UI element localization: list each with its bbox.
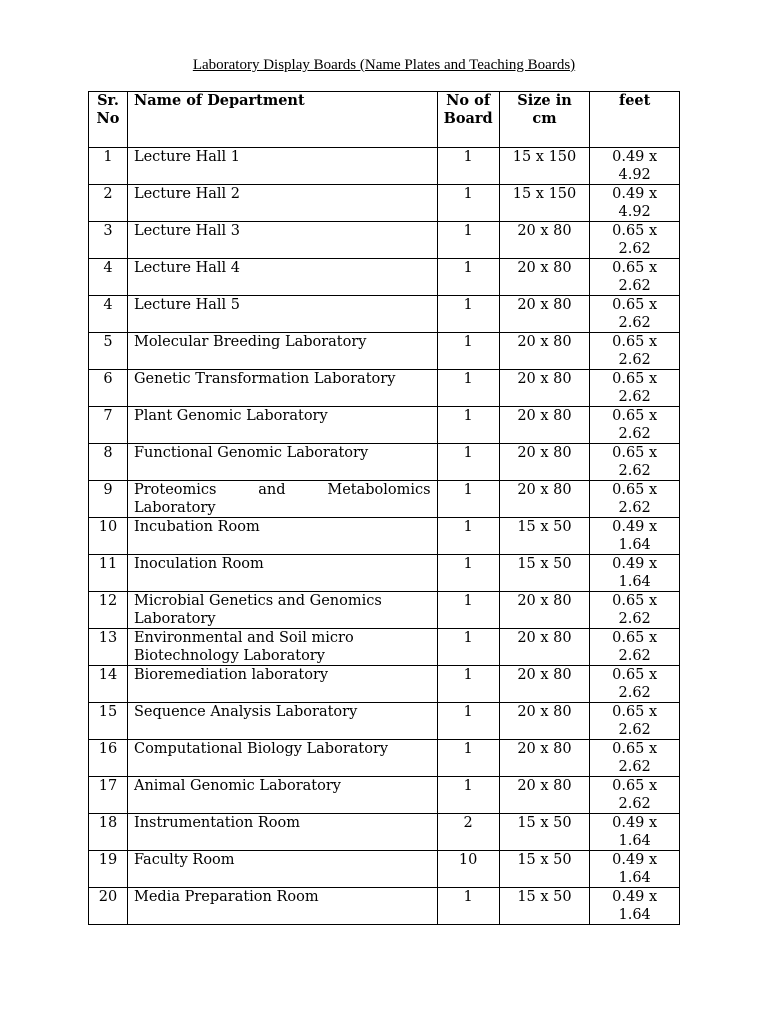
table-row [89, 222, 680, 259]
cell-size-cm: 20 x 80 [499, 629, 590, 666]
cell-sr-no: 7 [89, 407, 128, 444]
cell-size-feet: 0.65 x 2.62 [590, 222, 680, 259]
cell-department-name: Animal Genomic Laboratory [127, 777, 437, 814]
cell-sr-no: 9 [89, 481, 128, 518]
cell-size-cm: 20 x 80 [499, 407, 590, 444]
cell-department-name: Lecture Hall 4 [127, 259, 437, 296]
cell-size-feet: 0.65 x 2.62 [590, 740, 680, 777]
table-body [89, 148, 680, 925]
cell-sr-no: 1 [89, 148, 128, 185]
cell-size-feet: 0.65 x 2.62 [590, 481, 680, 518]
cell-size-feet: 0.49 x 1.64 [590, 851, 680, 888]
cell-size-cm: 20 x 80 [499, 592, 590, 629]
cell-sr-no: 18 [89, 814, 128, 851]
cell-size-cm: 15 x 50 [499, 814, 590, 851]
cell-board-count: 1 [437, 148, 499, 185]
header-size-feet: feet [590, 92, 680, 148]
cell-sr-no: 20 [89, 888, 128, 925]
table-row [89, 333, 680, 370]
cell-size-feet: 0.49 x 1.64 [590, 518, 680, 555]
header-department-name: Name of Department [127, 92, 437, 148]
cell-size-feet: 0.65 x 2.62 [590, 592, 680, 629]
cell-board-count: 1 [437, 333, 499, 370]
table-row [89, 444, 680, 481]
cell-size-cm: 20 x 80 [499, 666, 590, 703]
cell-department-name: Genetic Transformation Laboratory [127, 370, 437, 407]
header-size-cm: Size in cm [499, 92, 590, 148]
cell-size-cm: 15 x 50 [499, 888, 590, 925]
table-row [89, 481, 680, 518]
table-row [89, 777, 680, 814]
cell-size-cm: 20 x 80 [499, 370, 590, 407]
cell-size-feet: 0.49 x 4.92 [590, 185, 680, 222]
cell-board-count: 10 [437, 851, 499, 888]
table-row [89, 185, 680, 222]
table-row [89, 370, 680, 407]
cell-department-name: Molecular Breeding Laboratory [127, 333, 437, 370]
cell-board-count: 1 [437, 518, 499, 555]
table-row [89, 703, 680, 740]
cell-sr-no: 2 [89, 185, 128, 222]
cell-size-feet: 0.65 x 2.62 [590, 629, 680, 666]
cell-board-count: 1 [437, 444, 499, 481]
cell-size-cm: 20 x 80 [499, 481, 590, 518]
table-row [89, 629, 680, 666]
cell-sr-no: 5 [89, 333, 128, 370]
table-row [89, 555, 680, 592]
cell-board-count: 1 [437, 629, 499, 666]
cell-department-name: Inoculation Room [127, 555, 437, 592]
table-row [89, 518, 680, 555]
cell-board-count: 1 [437, 407, 499, 444]
cell-sr-no: 4 [89, 259, 128, 296]
cell-department-name: Proteomics and Metabolomics Laboratory [127, 481, 437, 518]
header-board-count: No of Board [437, 92, 499, 148]
cell-board-count: 1 [437, 481, 499, 518]
cell-size-cm: 20 x 80 [499, 703, 590, 740]
cell-size-feet: 0.65 x 2.62 [590, 666, 680, 703]
cell-size-cm: 20 x 80 [499, 296, 590, 333]
cell-size-cm: 15 x 150 [499, 185, 590, 222]
cell-size-feet: 0.49 x 1.64 [590, 814, 680, 851]
cell-department-name: Environmental and Soil micro Biotechnology Laboratory [127, 629, 437, 666]
cell-department-name: Lecture Hall 3 [127, 222, 437, 259]
cell-department-name: Plant Genomic Laboratory [127, 407, 437, 444]
cell-size-cm: 15 x 50 [499, 851, 590, 888]
cell-size-cm: 20 x 80 [499, 333, 590, 370]
cell-department-name: Incubation Room [127, 518, 437, 555]
cell-size-feet: 0.65 x 2.62 [590, 777, 680, 814]
cell-board-count: 1 [437, 259, 499, 296]
cell-size-cm: 20 x 80 [499, 740, 590, 777]
cell-sr-no: 13 [89, 629, 128, 666]
cell-department-name: Bioremediation laboratory [127, 666, 437, 703]
table-row [89, 407, 680, 444]
cell-sr-no: 14 [89, 666, 128, 703]
cell-size-feet: 0.65 x 2.62 [590, 370, 680, 407]
table-header-row [89, 92, 680, 148]
cell-department-name: Faculty Room [127, 851, 437, 888]
cell-sr-no: 6 [89, 370, 128, 407]
table-row [89, 814, 680, 851]
cell-sr-no: 19 [89, 851, 128, 888]
cell-board-count: 2 [437, 814, 499, 851]
cell-size-feet: 0.49 x 4.92 [590, 148, 680, 185]
cell-sr-no: 11 [89, 555, 128, 592]
cell-board-count: 1 [437, 222, 499, 259]
cell-size-cm: 15 x 50 [499, 555, 590, 592]
cell-size-feet: 0.65 x 2.62 [590, 407, 680, 444]
cell-board-count: 1 [437, 592, 499, 629]
cell-sr-no: 17 [89, 777, 128, 814]
cell-sr-no: 12 [89, 592, 128, 629]
cell-department-name: Lecture Hall 1 [127, 148, 437, 185]
cell-size-cm: 20 x 80 [499, 444, 590, 481]
document-title: Laboratory Display Boards (Name Plates and Teaching Boards) [192, 57, 576, 73]
cell-size-feet: 0.65 x 2.62 [590, 333, 680, 370]
cell-board-count: 1 [437, 185, 499, 222]
cell-board-count: 1 [437, 296, 499, 333]
table-row [89, 888, 680, 925]
cell-size-cm: 20 x 80 [499, 259, 590, 296]
cell-department-name: Media Preparation Room [127, 888, 437, 925]
cell-department-name: Sequence Analysis Laboratory [127, 703, 437, 740]
cell-sr-no: 10 [89, 518, 128, 555]
cell-board-count: 1 [437, 888, 499, 925]
cell-size-feet: 0.65 x 2.62 [590, 703, 680, 740]
cell-board-count: 1 [437, 703, 499, 740]
cell-department-name: Functional Genomic Laboratory [127, 444, 437, 481]
cell-size-feet: 0.65 x 2.62 [590, 444, 680, 481]
cell-size-feet: 0.49 x 1.64 [590, 555, 680, 592]
table-row [89, 666, 680, 703]
cell-size-feet: 0.65 x 2.62 [590, 296, 680, 333]
cell-size-cm: 15 x 150 [499, 148, 590, 185]
cell-department-name: Lecture Hall 5 [127, 296, 437, 333]
table-row [89, 148, 680, 185]
cell-board-count: 1 [437, 370, 499, 407]
cell-department-name: Lecture Hall 2 [127, 185, 437, 222]
header-sr-no: Sr. No [89, 92, 128, 148]
cell-size-feet: 0.65 x 2.62 [590, 259, 680, 296]
cell-size-feet: 0.49 x 1.64 [590, 888, 680, 925]
cell-sr-no: 16 [89, 740, 128, 777]
cell-size-cm: 20 x 80 [499, 777, 590, 814]
cell-board-count: 1 [437, 740, 499, 777]
cell-sr-no: 3 [89, 222, 128, 259]
table-row [89, 259, 680, 296]
cell-department-name: Instrumentation Room [127, 814, 437, 851]
table-row [89, 851, 680, 888]
cell-sr-no: 4 [89, 296, 128, 333]
cell-department-name: Microbial Genetics and Genomics Laboratory [127, 592, 437, 629]
cell-size-cm: 20 x 80 [499, 222, 590, 259]
table-row [89, 740, 680, 777]
cell-board-count: 1 [437, 666, 499, 703]
cell-department-name: Computational Biology Laboratory [127, 740, 437, 777]
cell-size-cm: 15 x 50 [499, 518, 590, 555]
table-row [89, 296, 680, 333]
display-boards-table [88, 91, 680, 925]
table-row [89, 592, 680, 629]
cell-board-count: 1 [437, 777, 499, 814]
cell-sr-no: 8 [89, 444, 128, 481]
cell-sr-no: 15 [89, 703, 128, 740]
cell-board-count: 1 [437, 555, 499, 592]
